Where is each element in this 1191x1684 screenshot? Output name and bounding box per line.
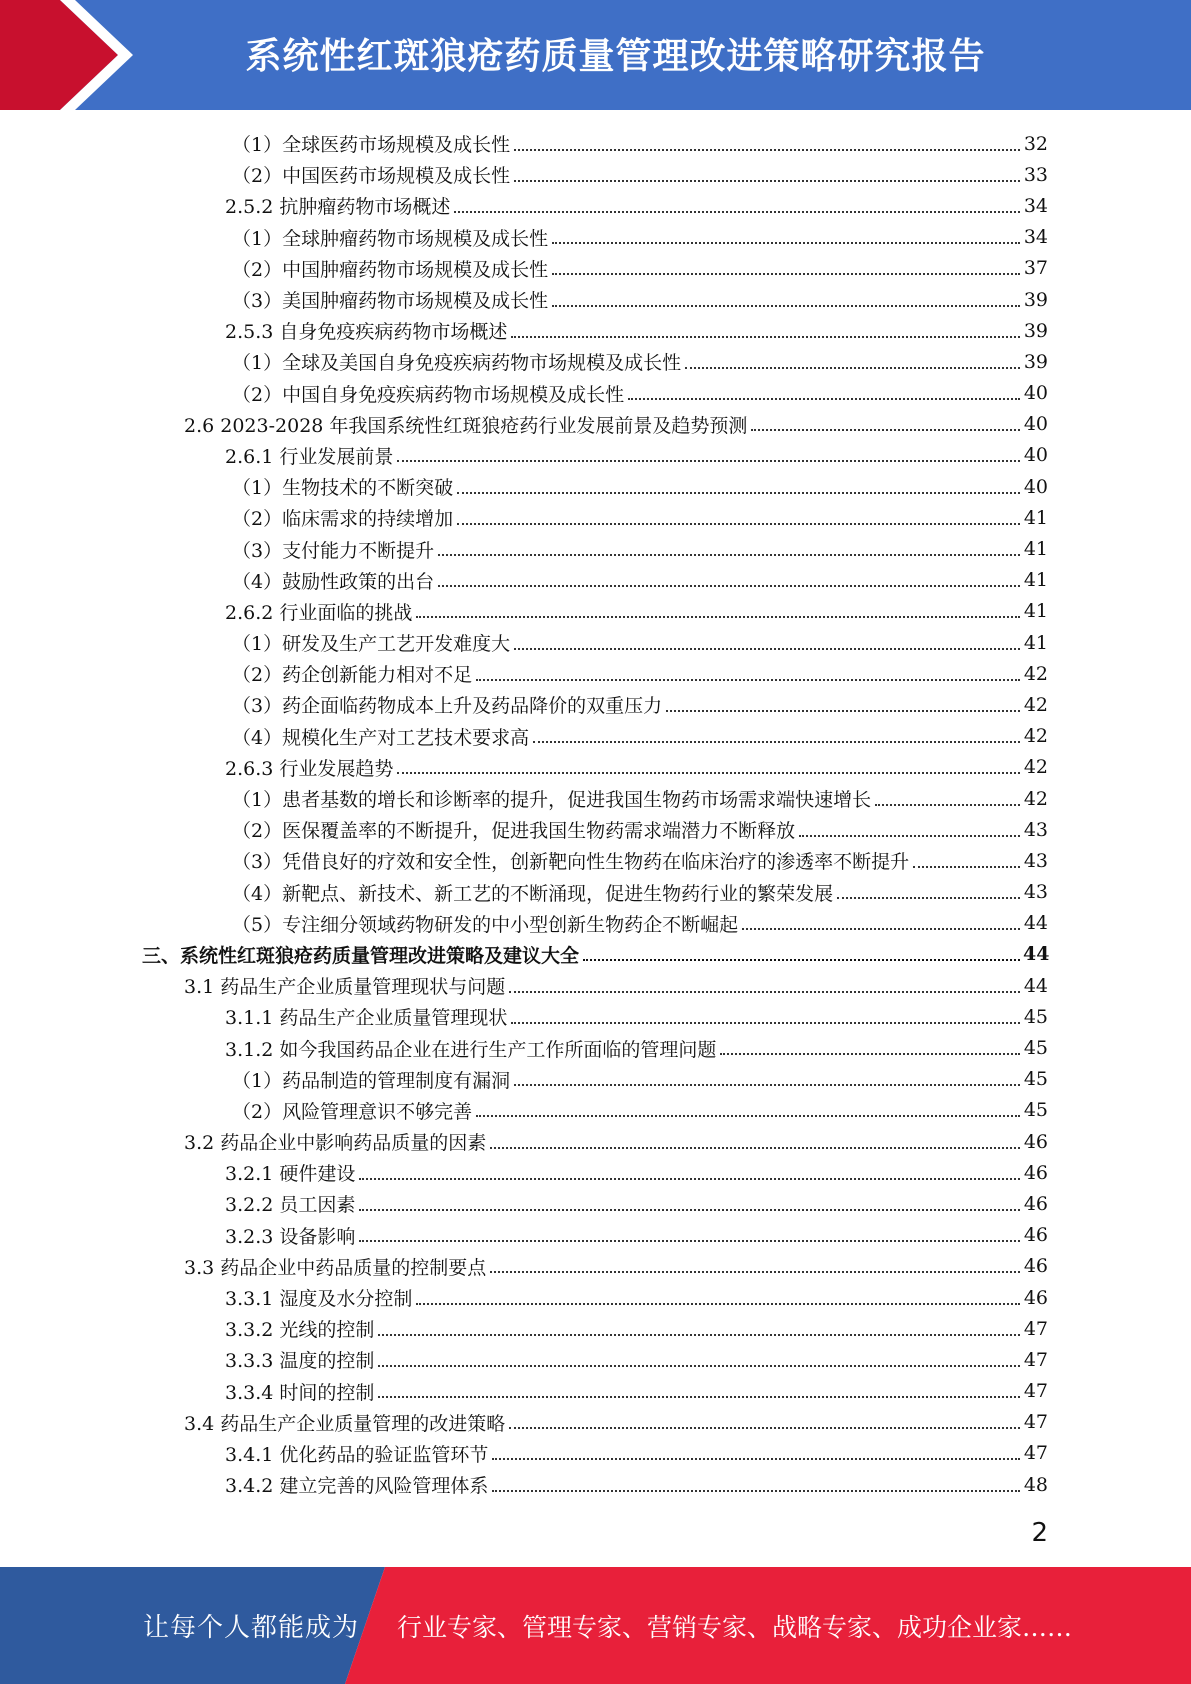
toc-dot-leader: [397, 460, 1020, 462]
toc-entry-title: （1）患者基数的增长和诊断率的提升，促进我国生物药市场需求端快速增长: [232, 789, 872, 812]
toc-entry-title: （4）规模化生产对工艺技术要求高: [232, 726, 530, 749]
toc-entry-title: （3）支付能力不断提升: [232, 539, 435, 562]
toc-entry-page: 47: [1023, 1411, 1048, 1434]
toc-entry-title: 3.3 药品企业中药品质量的控制要点: [184, 1256, 487, 1279]
toc-entry-page: 48: [1023, 1473, 1048, 1496]
toc-entry-title: 2.6 2023-2028 年我国系统性红斑狼疮药行业发展前景及趋势预测: [184, 414, 748, 437]
toc-entry-page: 45: [1023, 1037, 1048, 1060]
toc-dot-leader: [509, 991, 1020, 993]
toc-entry-title: 3.3.1 湿度及水分控制: [225, 1288, 413, 1311]
toc-dot-leader: [438, 554, 1020, 556]
toc-entry-title: （2）医保覆盖率的不断提升，促进我国生物药需求端潜力不断释放: [232, 820, 796, 843]
toc-entry-title: 3.4 药品生产企业质量管理的改进策略: [184, 1412, 506, 1435]
toc-entry[interactable]: [0, 1407, 1191, 1438]
toc-entry-page: 43: [1023, 818, 1048, 841]
toc-dot-leader: [514, 149, 1020, 151]
toc-entry-title: 3.4.1 优化药品的验证监管环节: [225, 1443, 489, 1466]
header-arrow-decoration: [0, 0, 180, 110]
toc-entry-title: （1）药品制造的管理制度有漏洞: [232, 1069, 511, 1092]
toc-entry[interactable]: [0, 1438, 1191, 1469]
toc-entry[interactable]: [0, 939, 1191, 970]
toc-entry[interactable]: [0, 658, 1191, 689]
toc-entry[interactable]: [0, 627, 1191, 658]
toc-entry-page: 47: [1023, 1380, 1048, 1403]
toc-entry[interactable]: [0, 502, 1191, 533]
toc-entry[interactable]: [0, 1313, 1191, 1344]
toc-entry[interactable]: [0, 253, 1191, 284]
toc-entry[interactable]: [0, 128, 1191, 159]
toc-entry-page: 46: [1023, 1192, 1048, 1215]
toc-dot-leader: [552, 273, 1020, 275]
toc-dot-leader: [492, 1458, 1020, 1460]
toc-entry-title: 2.5.2 抗肿瘤药物市场概述: [225, 196, 451, 219]
toc-entry-title: 3.2.3 设备影响: [225, 1225, 356, 1248]
toc-entry-title: （4）新靶点、新技术、新工艺的不断涌现，促进生物药行业的繁荣发展: [232, 882, 834, 905]
page-number: 2: [1031, 1518, 1048, 1548]
toc-entry-title: 3.2.1 硬件建设: [225, 1163, 356, 1186]
toc-entry-page: 45: [1023, 1099, 1048, 1122]
document-title: 系统性红斑狼疮药质量管理改进策略研究报告: [245, 35, 986, 77]
footer-tagline: 行业专家、管理专家、营销专家、战略专家、成功企业家……: [397, 1612, 1073, 1642]
toc-dot-leader: [438, 585, 1020, 587]
toc-entry-page: 47: [1023, 1442, 1048, 1465]
toc-entry-page: 45: [1023, 1005, 1048, 1028]
toc-entry-page: 43: [1023, 881, 1048, 904]
toc-entry-page: 34: [1023, 194, 1048, 217]
toc-entry[interactable]: [0, 1344, 1191, 1375]
toc-entry[interactable]: [0, 1220, 1191, 1251]
toc-entry-page: 41: [1023, 538, 1048, 561]
toc-entry-page: 47: [1023, 1317, 1048, 1340]
toc-entry[interactable]: [0, 1032, 1191, 1063]
toc-entry-title: 3.1.1 药品生产企业质量管理现状: [225, 1007, 508, 1030]
toc-dot-leader: [359, 1178, 1020, 1180]
toc-dot-leader: [875, 804, 1020, 806]
toc-dot-leader: [490, 1147, 1020, 1149]
toc-dot-leader: [490, 1271, 1020, 1273]
toc-entry[interactable]: [0, 533, 1191, 564]
toc-entry-page: 44: [1023, 974, 1048, 997]
toc-dot-leader: [720, 1053, 1020, 1055]
table-of-contents: [0, 128, 1191, 1500]
toc-entry-page: 39: [1023, 288, 1048, 311]
toc-entry-title: 3.1.2 如今我国药品企业在进行生产工作所面临的管理问题: [225, 1038, 717, 1061]
toc-entry-page: 42: [1023, 787, 1048, 810]
toc-entry-page: 39: [1023, 319, 1048, 342]
toc-entry-page: 41: [1023, 600, 1048, 623]
toc-dot-leader: [416, 1303, 1020, 1305]
page-footer: [0, 1567, 1191, 1684]
toc-entry-page: 44: [1023, 912, 1048, 935]
toc-entry-page: 40: [1023, 413, 1048, 436]
toc-entry-page: 46: [1023, 1161, 1048, 1184]
toc-entry-title: 2.6.3 行业发展趋势: [225, 757, 394, 780]
toc-entry[interactable]: [0, 471, 1191, 502]
toc-entry-title: （1）全球肿瘤药物市场规模及成长性: [232, 227, 549, 250]
toc-entry-page: 42: [1023, 693, 1048, 716]
toc-entry-title: （2）中国医药市场规模及成长性: [232, 165, 511, 188]
toc-entry-title: （1）全球医药市场规模及成长性: [232, 134, 511, 157]
toc-entry-title: （2）风险管理意识不够完善: [232, 1100, 473, 1123]
toc-dot-leader: [476, 679, 1020, 681]
toc-entry-title: （1）研发及生产工艺开发难度大: [232, 633, 511, 656]
toc-entry[interactable]: [0, 378, 1191, 409]
toc-dot-leader: [837, 897, 1020, 899]
toc-entry-page: 40: [1023, 475, 1048, 498]
toc-dot-leader: [359, 1209, 1020, 1211]
toc-dot-leader: [628, 398, 1020, 400]
toc-entry-title: 3.4.2 建立完善的风险管理体系: [225, 1475, 489, 1498]
toc-entry[interactable]: [0, 596, 1191, 627]
toc-entry[interactable]: [0, 721, 1191, 752]
toc-entry[interactable]: [0, 1469, 1191, 1500]
toc-entry-page: 41: [1023, 569, 1048, 592]
toc-entry[interactable]: [0, 159, 1191, 190]
toc-entry-title: （3）美国肿瘤药物市场规模及成长性: [232, 290, 549, 313]
toc-entry-title: 3.1 药品生产企业质量管理现状与问题: [184, 976, 506, 999]
toc-entry[interactable]: [0, 689, 1191, 720]
toc-entry-title: （3）药企面临药物成本上升及药品降价的双重压力: [232, 695, 663, 718]
toc-entry[interactable]: [0, 908, 1191, 939]
toc-entry[interactable]: [0, 440, 1191, 471]
toc-entry-title: （1）全球及美国自身免疫疾病药物市场规模及成长性: [232, 352, 682, 375]
toc-entry[interactable]: [0, 409, 1191, 440]
toc-dot-leader: [514, 180, 1020, 182]
toc-entry-title: 3.3.2 光线的控制: [225, 1319, 375, 1342]
toc-entry-page: 40: [1023, 444, 1048, 467]
toc-entry-title: （2）临床需求的持续增加: [232, 508, 454, 531]
toc-dot-leader: [913, 866, 1020, 868]
toc-entry-title: 三、系统性红斑狼疮药质量管理改进策略及建议大全: [142, 944, 580, 967]
toc-entry[interactable]: [0, 315, 1191, 346]
toc-dot-leader: [583, 959, 1020, 961]
toc-dot-leader: [666, 710, 1020, 712]
toc-entry-page: 46: [1023, 1255, 1048, 1278]
toc-entry-title: （1）生物技术的不断突破: [232, 477, 454, 500]
toc-entry-title: （3）凭借良好的疗效和安全性，创新靶向性生物药在临床治疗的渗透率不断提升: [232, 851, 910, 874]
toc-dot-leader: [742, 928, 1020, 930]
toc-entry[interactable]: [0, 877, 1191, 908]
toc-entry[interactable]: [0, 284, 1191, 315]
toc-dot-leader: [378, 1396, 1020, 1398]
toc-dot-leader: [454, 211, 1020, 213]
toc-dot-leader: [514, 648, 1020, 650]
toc-entry-page: 46: [1023, 1130, 1048, 1153]
toc-entry[interactable]: [0, 970, 1191, 1001]
toc-dot-leader: [533, 741, 1020, 743]
footer-slogan: 让每个人都能成为: [143, 1613, 360, 1643]
toc-entry[interactable]: [0, 1282, 1191, 1313]
toc-entry[interactable]: [0, 1157, 1191, 1188]
toc-dot-leader: [514, 1084, 1020, 1086]
toc-dot-leader: [511, 1022, 1020, 1024]
toc-entry[interactable]: [0, 1376, 1191, 1407]
toc-dot-leader: [378, 1365, 1020, 1367]
toc-entry-title: 3.3.4 时间的控制: [225, 1381, 375, 1404]
toc-entry-title: （4）鼓励性政策的出台: [232, 570, 435, 593]
toc-entry[interactable]: [0, 814, 1191, 845]
toc-entry-title: （5）专注细分领域药物研发的中小型创新生物药企不断崛起: [232, 913, 739, 936]
toc-entry-page: 42: [1023, 756, 1048, 779]
toc-entry-page: 37: [1023, 257, 1048, 280]
toc-entry-title: 3.2.2 员工因素: [225, 1194, 356, 1217]
toc-dot-leader: [509, 1427, 1020, 1429]
toc-entry-title: 2.6.2 行业面临的挑战: [225, 601, 413, 624]
toc-entry[interactable]: [0, 565, 1191, 596]
toc-entry-title: 2.5.3 自身免疫疾病药物市场概述: [225, 321, 508, 344]
toc-entry-title: 2.6.1 行业发展前景: [225, 445, 394, 468]
toc-entry[interactable]: [0, 222, 1191, 253]
toc-entry[interactable]: [0, 783, 1191, 814]
toc-entry[interactable]: [0, 346, 1191, 377]
toc-dot-leader: [685, 367, 1020, 369]
toc-dot-leader: [511, 336, 1020, 338]
toc-entry[interactable]: [0, 1095, 1191, 1126]
toc-entry-page: 46: [1023, 1286, 1048, 1309]
toc-entry[interactable]: [0, 1126, 1191, 1157]
toc-entry-page: 33: [1023, 163, 1048, 186]
toc-dot-leader: [476, 1115, 1020, 1117]
toc-entry-page: 40: [1023, 382, 1048, 405]
toc-dot-leader: [416, 616, 1020, 618]
toc-entry[interactable]: [0, 752, 1191, 783]
toc-entry-page: 45: [1023, 1068, 1048, 1091]
toc-entry-title: 3.3.3 温度的控制: [225, 1350, 375, 1373]
toc-entry[interactable]: [0, 1251, 1191, 1282]
toc-entry-title: 3.2 药品企业中影响药品质量的因素: [184, 1132, 487, 1155]
toc-dot-leader: [751, 429, 1020, 431]
toc-dot-leader: [457, 523, 1020, 525]
toc-entry-page: 44: [1023, 943, 1050, 966]
toc-dot-leader: [552, 305, 1020, 307]
toc-entry-page: 42: [1023, 662, 1048, 685]
toc-entry-page: 46: [1023, 1224, 1048, 1247]
toc-entry-title: （2）中国自身免疫疾病药物市场规模及成长性: [232, 383, 625, 406]
toc-dot-leader: [397, 772, 1020, 774]
toc-dot-leader: [378, 1334, 1020, 1336]
toc-entry-page: 41: [1023, 506, 1048, 529]
toc-dot-leader: [457, 492, 1020, 494]
toc-dot-leader: [492, 1490, 1020, 1492]
toc-entry[interactable]: [0, 1188, 1191, 1219]
toc-entry-page: 42: [1023, 725, 1048, 748]
toc-dot-leader: [552, 242, 1020, 244]
toc-entry[interactable]: [0, 1064, 1191, 1095]
toc-entry-page: 32: [1023, 132, 1048, 155]
toc-entry[interactable]: [0, 190, 1191, 221]
toc-dot-leader: [799, 835, 1020, 837]
toc-entry-page: 43: [1023, 849, 1048, 872]
toc-entry-page: 47: [1023, 1348, 1048, 1371]
toc-entry-page: 34: [1023, 226, 1048, 249]
toc-entry-title: （2）中国肿瘤药物市场规模及成长性: [232, 258, 549, 281]
toc-entry[interactable]: [0, 1001, 1191, 1032]
toc-entry-title: （2）药企创新能力相对不足: [232, 664, 473, 687]
toc-dot-leader: [359, 1240, 1020, 1242]
toc-entry-page: 39: [1023, 350, 1048, 373]
toc-entry-page: 41: [1023, 631, 1048, 654]
page-header: [0, 0, 1191, 110]
toc-entry[interactable]: [0, 845, 1191, 876]
